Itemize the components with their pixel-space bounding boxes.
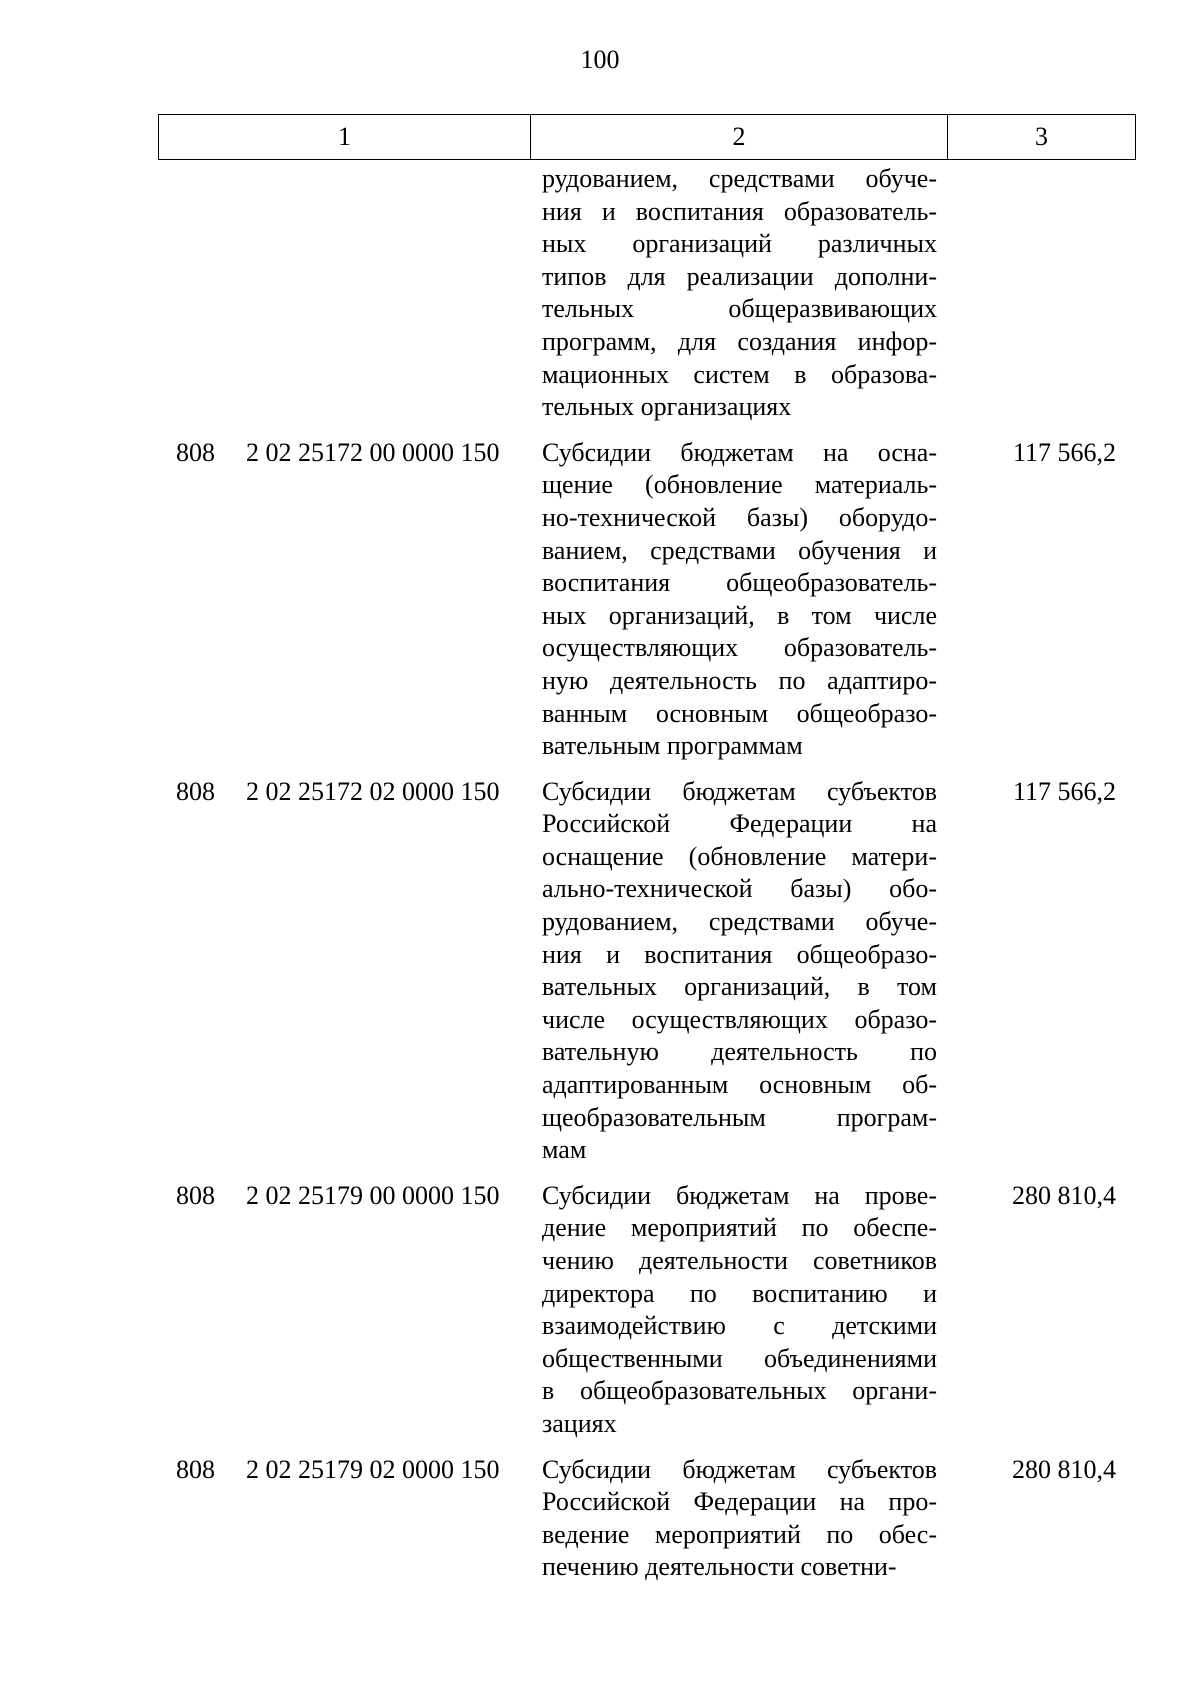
- description-line: программ, для создания инфор-: [542, 326, 937, 356]
- amount: 280 810,4: [1012, 1454, 1116, 1484]
- description-line: но-технической базы) оборудо-: [542, 502, 937, 532]
- table-row: [0, 776, 1200, 1167]
- description-line: директора по воспитанию и: [542, 1278, 937, 1308]
- header-col-3: 3: [1035, 122, 1048, 151]
- table-row: [0, 1180, 1200, 1441]
- description-line: рудованием, средствами обуче-: [542, 164, 937, 193]
- description-line: мационных систем в образова-: [542, 359, 937, 389]
- description-line: Российской Федерации на про-: [542, 1487, 937, 1517]
- admin-code: 808: [176, 1180, 215, 1210]
- description-line: мам: [542, 1135, 587, 1165]
- description-line: рудованием, средствами обуче-: [542, 907, 937, 937]
- description-line: тельных общеразвивающих: [542, 294, 937, 324]
- description-line: щение (обновление материаль-: [542, 470, 937, 500]
- description-line: числе осуществляющих образо-: [542, 1004, 937, 1034]
- admin-code: 808: [176, 776, 215, 806]
- description-line: чению деятельности советников: [542, 1246, 937, 1275]
- description-line: печению деятельности советни-: [542, 1552, 897, 1582]
- amount: 117 566,2: [1012, 776, 1116, 806]
- description-line: ведение мероприятий по обес-: [542, 1519, 937, 1549]
- description-line: Субсидии бюджетам субъектов: [542, 776, 937, 806]
- description-line: ально-технической базы) обо-: [542, 874, 937, 904]
- table-row: [0, 1454, 1200, 1584]
- description-line: дение мероприятий по обеспе-: [542, 1213, 937, 1243]
- description-line: адаптированным основным об-: [542, 1070, 937, 1100]
- description: [542, 1180, 937, 1441]
- description-line: ную деятельность по адаптиро-: [542, 665, 937, 695]
- description-line: типов для реализации дополни-: [542, 261, 937, 291]
- description: [542, 437, 937, 763]
- description-line: осуществляющих образователь-: [542, 633, 937, 663]
- description-line: Субсидии бюджетам на осна-: [542, 437, 937, 467]
- description-line: вательных организаций, в том: [542, 972, 937, 1002]
- budget-classification-code: 2 02 25172 00 0000 150: [246, 437, 500, 467]
- description-line: Российской Федерации на: [542, 809, 937, 839]
- description-line: вательную деятельность по: [542, 1037, 937, 1067]
- description-line: ванием, средствами обучения и: [542, 535, 937, 565]
- description-line: ния и воспитания образователь-: [542, 196, 937, 226]
- description-line: взаимодействию с детскими: [542, 1311, 937, 1341]
- amount: 280 810,4: [1012, 1180, 1116, 1210]
- admin-code: 808: [176, 1454, 215, 1484]
- description-line: тельных организациях: [542, 392, 792, 422]
- description-line: в общеобразовательных органи-: [542, 1376, 937, 1406]
- description-line: зациях: [542, 1408, 617, 1438]
- admin-code: 808: [176, 437, 215, 467]
- table-body: [0, 163, 1200, 1597]
- description-line: Субсидии бюджетам на прове-: [542, 1180, 937, 1210]
- description: [542, 1454, 937, 1584]
- table-row: [0, 163, 1200, 424]
- budget-classification-code: 2 02 25172 02 0000 150: [246, 776, 500, 806]
- description-line: общественными объединениями: [542, 1343, 937, 1373]
- amount: 117 566,2: [1012, 437, 1116, 467]
- description-line: Субсидии бюджетам субъектов: [542, 1454, 937, 1484]
- description-line: ных организаций различных: [542, 229, 937, 259]
- description: [542, 776, 937, 1167]
- description-line: щеобразовательным програм-: [542, 1102, 937, 1132]
- table-row: [0, 437, 1200, 763]
- description-line: ванным основным общеобразо-: [542, 698, 937, 728]
- description-line: воспитания общеобразователь-: [542, 568, 937, 598]
- table-header: [158, 114, 1136, 160]
- budget-classification-code: 2 02 25179 02 0000 150: [246, 1454, 500, 1484]
- page-number: 100: [580, 45, 620, 74]
- description-line: вательным программам: [542, 731, 803, 761]
- description-line: ния и воспитания общеобразо-: [542, 939, 937, 969]
- header-col-1: 1: [159, 115, 531, 159]
- description: [542, 163, 937, 424]
- budget-classification-code: 2 02 25179 00 0000 150: [246, 1180, 500, 1210]
- header-col-2: 2: [531, 115, 948, 159]
- description-line: оснащение (обновление матери-: [542, 841, 937, 871]
- description-line: ных организаций, в том числе: [542, 600, 937, 630]
